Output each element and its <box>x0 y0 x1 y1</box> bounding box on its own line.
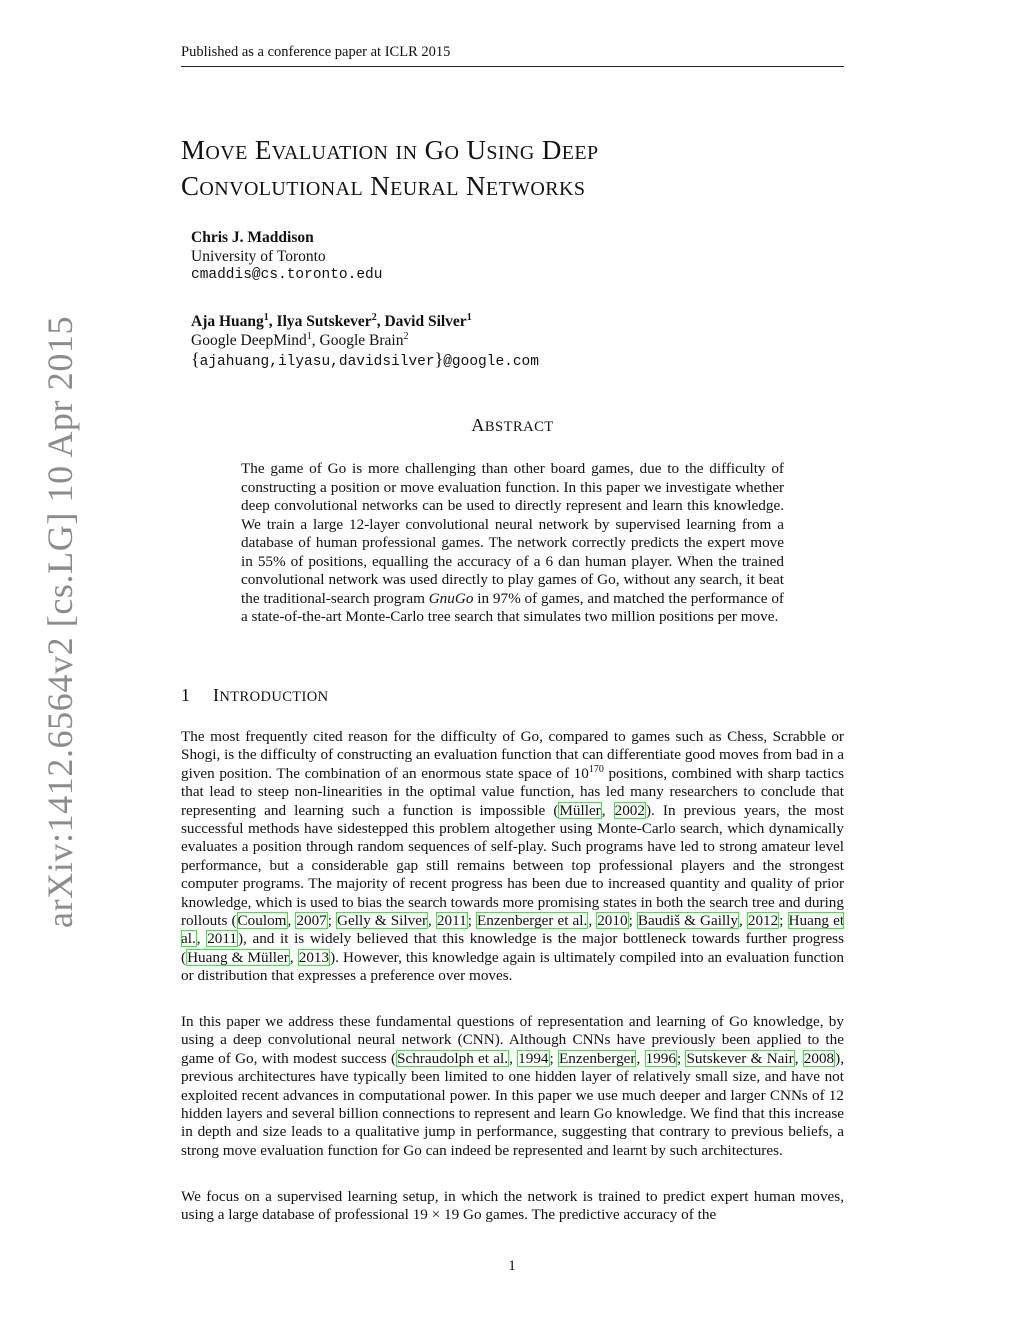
author-block-1 <box>191 228 831 285</box>
arxiv-identifier-stamp: arXiv:1412.6564v2 [cs.LG] 10 Apr 2015 <box>40 315 80 928</box>
section-heading-introduction: 1 INTRODUCTION <box>181 685 329 705</box>
citation-link[interactable]: 2007 <box>296 912 327 930</box>
citation-link[interactable]: 2002 <box>614 801 645 819</box>
intro-paragraph-1: The most frequently cited reason for the difficulty of Go, compared to games such as Chess, Scrabble or Shogi, is the difficulty of constructing an evaluation function that can differentiate good moves from bad in a given position. The combination of an enormous state space of $10^{170}$ positions, combined with sharp tactics that lead to steep non-linearities in the optimal value function, has led many researchers to conclude that representing and learning such a function is impossible (Müller, 2002). In previous years, the most successful methods have sidestepped this problem altogether using Monte-Carlo search, which dynamically evaluates a position through random sequences of self-play. Such programs have led to strong amateur level performance, but a considerable gap still remains between top professional players and the strongest computer programs. The majority of recent progress has been due to increased quantity and quality of prior knowledge, which is used to bias the search towards more promising states in both the search tree and during rollouts (Coulom, 2007; Gelly & Silver, 2011; Enzenberger et al., 2010; Baudiš & Gailly, 2012; Huang et al., 2011), and it is widely believed that this knowledge is the major bottleneck towards further progress (Huang & Müller, 2013). However, this knowledge again is ultimately compiled into an evaluation function or distribution that expresses a preference over moves. <box>181 728 845 985</box>
citation-link[interactable]: Sutskever & Nair <box>686 1049 794 1067</box>
author-email: cmaddis@cs.toronto.edu <box>191 267 383 283</box>
citation-link[interactable]: Müller <box>559 801 601 819</box>
citation-link[interactable]: 2013 <box>298 948 330 966</box>
intro-paragraph-3: We focus on a supervised learning setup, in which the network is trained to predict expert human moves, using a large database of professional 19 × 19 Go games. The predictive accuracy of the <box>181 1188 844 1224</box>
title-word: USING <box>466 135 535 165</box>
title-word: MOVE <box>181 135 248 165</box>
citation-link[interactable]: Coulom <box>237 912 287 930</box>
citation-link[interactable]: 2011 <box>436 912 467 930</box>
title-word: NEURAL <box>370 171 459 201</box>
citation-link[interactable]: Baudiš & Gailly <box>637 912 738 930</box>
citation-link[interactable]: Huang & Müller <box>187 948 289 966</box>
citation-link[interactable]: 2010 <box>597 912 628 930</box>
citation-link[interactable]: 2012 <box>747 912 779 930</box>
title-word: EVALUATION <box>254 135 389 165</box>
author-name: Chris J. Maddison <box>191 229 314 246</box>
citation-link[interactable]: 2008 <box>803 1049 835 1067</box>
citation-link[interactable]: Enzenberger et al. <box>477 912 588 930</box>
abstract-heading: ABSTRACT <box>471 415 554 435</box>
abstract-text: The game of Go is more challenging than other board games, due to the difficulty of constructing a position or move evaluation function. In this paper we investigate whether deep convolutional networks can be used to directly represent and learn this knowledge. We train a large 12-layer convolutional neural network by supervised learning from a database of human professional games. The network correctly predicts the expert move in 55% of positions, equalling the accuracy of a 6 dan human player. When the trained convolutional network was used directly to play games of Go, without any search, it beat the traditional-search program GnuGo in 97% of games, and matched the performance of a state-of-the-art Monte-Carlo tree search that simulates two million positions per move. <box>241 460 784 625</box>
running-header <box>181 44 844 67</box>
intro-paragraph-2: In this paper we address these fundamental questions of representation and learning of Go knowledge, by using a deep convolutional neural network (CNN). Although CNNs have previously been applied to the game of Go, with modest success (Schraudolph et al., 1994; Enzenberger, 1996; Sutskever & Nair, 2008), previous architectures have typically been limited to one hidden layer of relatively small size, and have not exploited recent advances in computational power. In this paper we use much deeper and larger CNNs of 12 hidden layers and several billion connections to represent and learn Go knowledge. We find that this increase in depth and size leads to a qualitative jump in performance, suggesting that contrary to previous beliefs, a strong move evaluation function for Go can indeed be represented and learnt by such architectures. <box>181 1013 844 1159</box>
paper-title <box>181 134 844 206</box>
citation-link[interactable]: Gelly & Silver <box>337 912 428 930</box>
citation-link[interactable]: 1996 <box>645 1049 676 1067</box>
title-line-2 <box>181 170 844 206</box>
gnugo-name: GnuGo <box>428 589 474 607</box>
author-affiliation: University of Toronto <box>191 248 326 265</box>
citation-link[interactable]: 2011 <box>207 930 237 948</box>
author-block-2 <box>191 312 831 372</box>
page-number: 1 <box>508 1258 516 1274</box>
title-word: NETWORKS <box>465 171 586 201</box>
citation-link[interactable]: Enzenberger <box>559 1049 636 1067</box>
citation-link[interactable]: 1994 <box>518 1049 549 1067</box>
author-names: Aja Huang$^1$, Ilya Sutskever$^2$, David Silver$^1$ <box>191 311 472 330</box>
citation-link[interactable]: Huang et al. <box>181 912 845 948</box>
title-word: CONVOLUTIONAL <box>181 171 364 201</box>
title-word: GO <box>424 135 460 165</box>
title-word: IN <box>395 142 418 164</box>
author-affiliations: Google DeepMind$^1$, Google Brain$^2$ <box>191 330 409 349</box>
citation-link[interactable]: Schraudolph et al. <box>397 1049 509 1067</box>
running-head-text: Published as a conference paper at ICLR 2015 <box>181 44 451 60</box>
author-emails: {ajahuang,ilyasu,davidsilver}@google.com <box>191 349 539 370</box>
title-line-1 <box>181 134 844 170</box>
title-word: DEEP <box>541 135 599 165</box>
